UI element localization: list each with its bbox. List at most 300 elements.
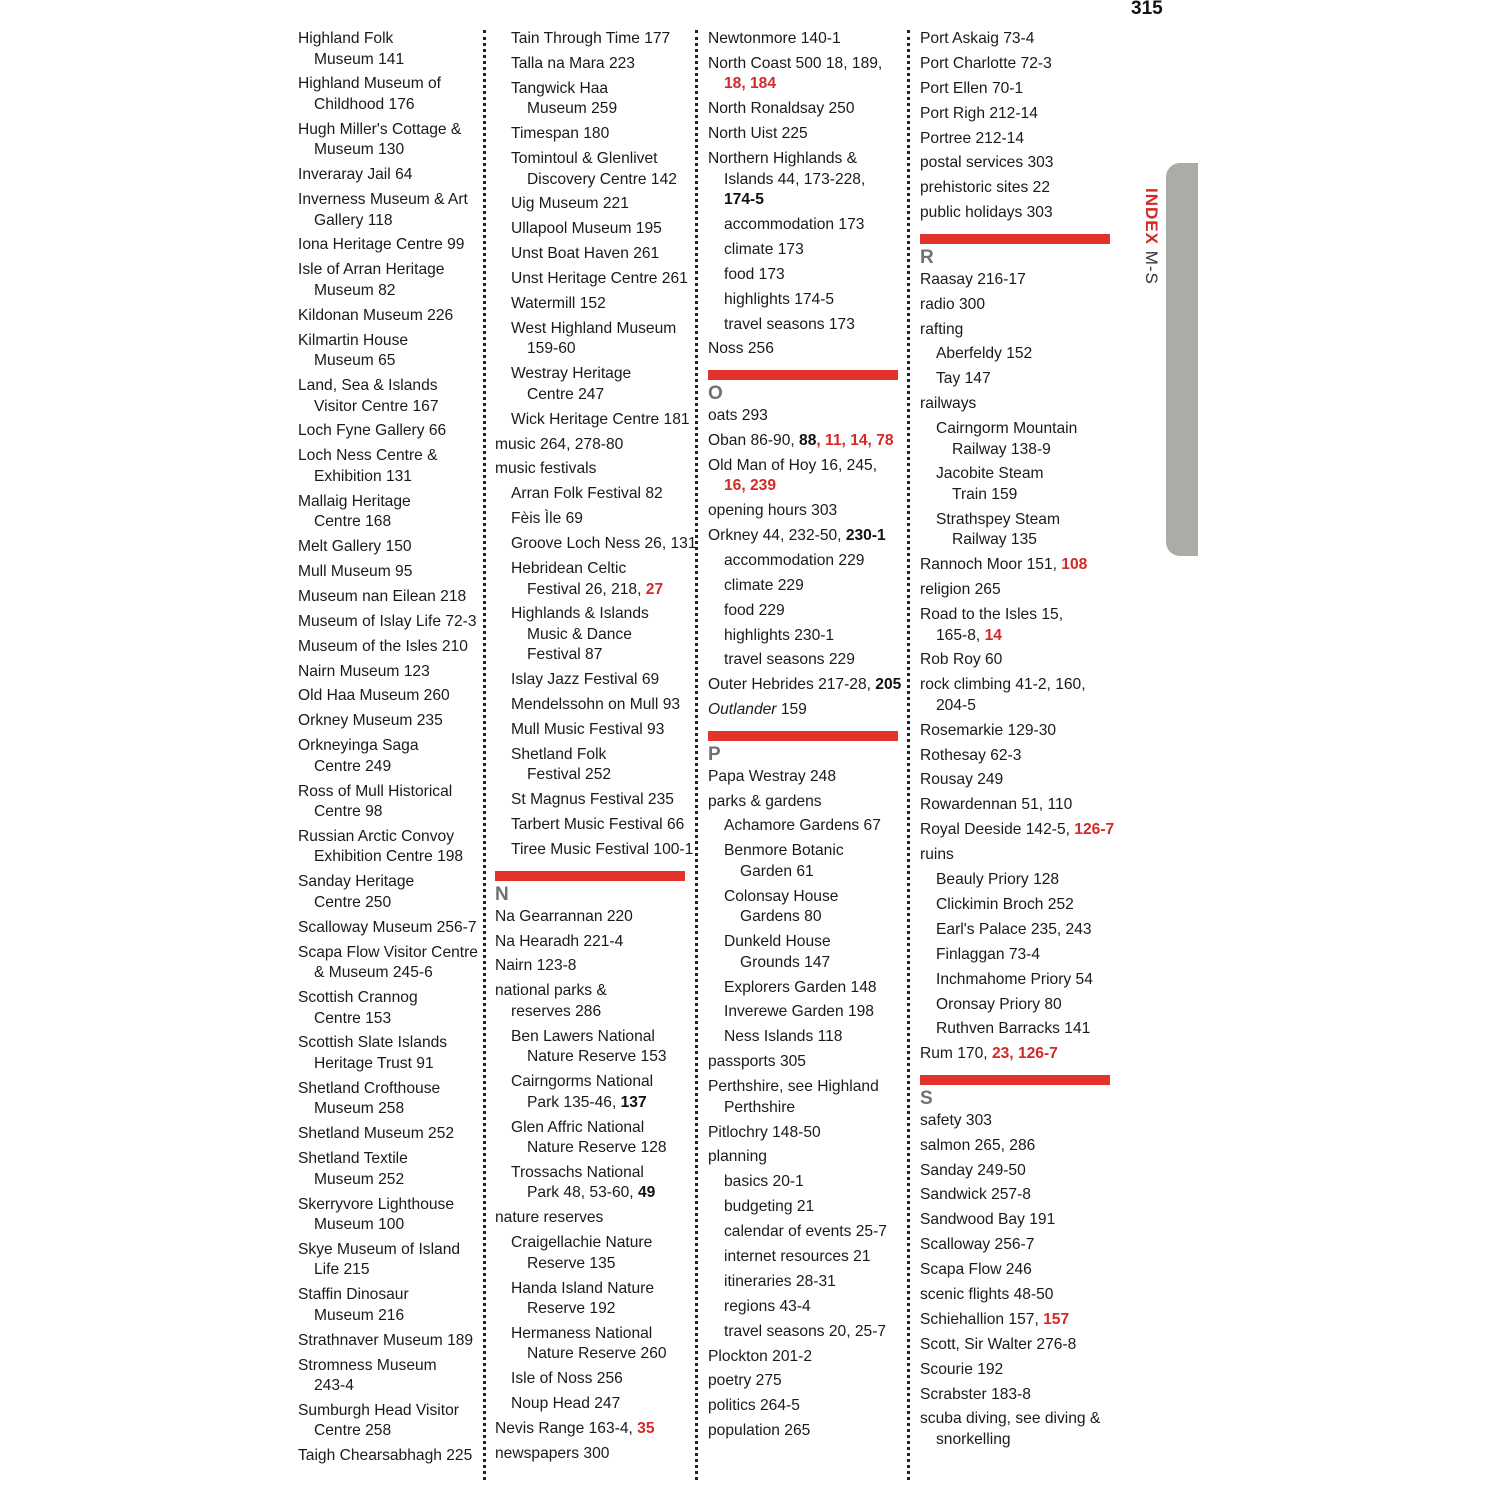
index-entry: [920, 320, 1112, 341]
index-entry: [495, 1419, 687, 1440]
index-tab-range: M-S: [1142, 250, 1161, 285]
entry-text: North Uist 225: [708, 125, 808, 143]
entry-text: music festivals: [495, 460, 597, 478]
entry-text: Royal Deeside 142-5,: [920, 821, 1075, 839]
index-subentry: [708, 1027, 900, 1048]
entry-text: Centre 153: [314, 1009, 392, 1027]
entry-text: internet resources 21: [724, 1247, 871, 1265]
index-entry: [298, 165, 490, 186]
index-entry: [708, 1077, 900, 1118]
index-subentry: [495, 410, 690, 431]
index-subentry: [495, 1394, 687, 1415]
index-entry: [495, 459, 687, 480]
index-subentry: [495, 670, 687, 691]
index-column-4: [920, 29, 1115, 1455]
entry-text: Loch Ness Centre &: [298, 447, 438, 465]
entry-text: Oronsay Priory 80: [936, 995, 1062, 1013]
entry-text: Unst Heritage Centre 261: [511, 270, 688, 288]
section-divider-bar: [495, 871, 685, 881]
index-subentry: [495, 1369, 687, 1390]
entry-text: Islay Jazz Festival 69: [511, 671, 660, 689]
index-entry: [298, 306, 490, 327]
index-subentry: [708, 1172, 900, 1193]
entry-text: Achamore Gardens 67: [724, 817, 881, 835]
entry-text: Centre 249: [314, 757, 392, 775]
entry-text: Papa Westray 248: [708, 767, 837, 785]
entry-text: Melt Gallery 150: [298, 538, 412, 556]
entry-text: accommodation 173: [724, 215, 865, 233]
entry-text: 159: [780, 701, 807, 719]
index-entry: [920, 770, 1112, 791]
entry-text: Discovery Centre 142: [527, 170, 677, 188]
entry-text: Scalloway 256-7: [920, 1236, 1035, 1254]
entry-text: Inverness Museum & Art: [298, 191, 468, 209]
entry-text: Glen Affric National: [511, 1118, 645, 1136]
index-entry: [708, 1396, 900, 1417]
entry-text: Gallery 118: [314, 211, 393, 229]
entry-text: Tomintoul & Glenlivet: [511, 150, 658, 168]
entry-text: Museum of the Isles 210: [298, 637, 468, 655]
entry-text: music 264, 278-80: [495, 435, 624, 453]
entry-text: Museum 258: [314, 1100, 405, 1118]
entry-text: Scottish Slate Islands: [298, 1034, 448, 1052]
index-entry: [298, 376, 490, 417]
index-entry: [298, 612, 490, 633]
entry-text: Sanday 249-50: [920, 1161, 1026, 1179]
entry-text: Benmore Botanic: [724, 842, 844, 860]
entry-text: Trossachs National: [511, 1163, 644, 1181]
index-entry: [920, 178, 1112, 199]
entry-text: Gardens 80: [740, 908, 822, 926]
entry-text: food 173: [724, 265, 785, 283]
index-entry: [708, 149, 900, 211]
entry-text: rock climbing 41-2, 160,: [920, 676, 1086, 694]
entry-map-page: 88: [799, 431, 817, 449]
index-subentry: [708, 1322, 900, 1343]
entry-text: Port Righ 212-14: [920, 104, 1038, 122]
entry-text: regions 43-4: [724, 1297, 811, 1315]
index-entry: [920, 721, 1112, 742]
index-subentry: [495, 1233, 687, 1274]
index-subentry: [920, 510, 1112, 551]
entry-text: Centre 168: [314, 513, 392, 531]
index-subentry: [495, 695, 687, 716]
index-entry: [298, 1356, 490, 1397]
entry-text: Strathspey Steam: [936, 510, 1060, 528]
entry-text: postal services 303: [920, 154, 1054, 172]
entry-photo-page: 108: [1061, 556, 1088, 574]
entry-text: Scourie 192: [920, 1360, 1004, 1378]
section-divider-bar: [920, 1075, 1110, 1085]
index-entry: [920, 605, 1112, 646]
entry-photo-page: 126-7: [1074, 821, 1115, 839]
entry-text: North Ronaldsay 250: [708, 100, 855, 118]
entry-text: Unst Boat Haven 261: [511, 245, 660, 263]
entry-italic-title: Outlander: [708, 701, 781, 719]
index-entry: [920, 1161, 1112, 1182]
entry-text: Port Ellen 70-1: [920, 79, 1024, 97]
index-entry: [920, 1385, 1112, 1406]
index-entry: [920, 79, 1112, 100]
entry-text: Nairn Museum 123: [298, 662, 430, 680]
entry-text: Park 135-46,: [527, 1093, 621, 1111]
entry-text: Colonsay House: [724, 887, 839, 905]
index-entry: [298, 1331, 490, 1352]
entry-text: Rob Roy 60: [920, 651, 1003, 669]
entry-text: Railway 138-9: [952, 440, 1051, 458]
index-subentry: [708, 626, 900, 647]
entry-map-page: 137: [620, 1093, 647, 1111]
index-entry: [920, 1335, 1112, 1356]
entry-text: Stromness Museum: [298, 1356, 437, 1374]
index-entry: [920, 203, 1112, 224]
index-entry: [298, 1401, 490, 1442]
index-subentry: [708, 551, 900, 572]
entry-photo-page: 157: [1043, 1310, 1070, 1328]
index-subentry: [920, 945, 1112, 966]
entry-photo-page: 35: [637, 1420, 655, 1438]
entry-text: Centre 247: [527, 385, 605, 403]
entry-text: Westray Heritage: [511, 365, 632, 383]
index-entry: [298, 446, 490, 487]
index-entry: [298, 662, 490, 683]
index-entry: [708, 526, 900, 547]
index-entry: [920, 675, 1112, 716]
index-entry: [298, 1079, 490, 1120]
entry-text: rafting: [920, 320, 964, 338]
index-subentry: [495, 790, 687, 811]
entry-text: Iona Heritage Centre 99: [298, 236, 465, 254]
entry-text: Clickimin Broch 252: [936, 895, 1074, 913]
entry-text: Fèis Ìle 69: [511, 510, 583, 528]
entry-photo-page: , 11, 14, 78: [816, 431, 894, 449]
entry-text: Staffin Dinosaur: [298, 1286, 409, 1304]
entry-text: Reserve 192: [527, 1300, 616, 1318]
index-tab-title: INDEX: [1142, 188, 1161, 245]
entry-photo-page: 16, 239: [724, 477, 777, 495]
index-subentry: [920, 870, 1112, 891]
index-entry: [920, 394, 1112, 415]
entry-text: Dunkeld House: [724, 933, 831, 951]
index-entry: [298, 235, 490, 256]
index-subentry: [495, 364, 687, 405]
index-entry: [298, 1285, 490, 1326]
index-entry: [920, 104, 1112, 125]
entry-text: food 229: [724, 601, 785, 619]
entry-text: Orkney Museum 235: [298, 712, 443, 730]
entry-text: Cairngorms National: [511, 1073, 654, 1091]
index-entry: [920, 1111, 1112, 1132]
index-entry: [708, 339, 900, 360]
index-subentry: [495, 509, 687, 530]
entry-text: Museum 100: [314, 1216, 405, 1233]
index-entry: [298, 587, 490, 608]
index-subentry: [495, 54, 687, 75]
entry-text: Life 215: [314, 1261, 370, 1279]
index-entry: [920, 54, 1112, 75]
index-entry: [920, 746, 1112, 767]
entry-text: Scapa Flow Visitor Centre: [298, 943, 478, 961]
entry-text: scuba diving, see diving &: [920, 1410, 1101, 1428]
index-entry: [708, 1052, 900, 1073]
index-entry: [708, 1123, 900, 1144]
entry-text: Mallaig Heritage: [298, 492, 411, 510]
entry-text: & Museum 245-6: [314, 964, 433, 982]
entry-text: Orkney 44, 232-50,: [708, 526, 846, 544]
index-subentry: [495, 720, 687, 741]
index-subentry: [708, 1272, 900, 1293]
entry-text: Portree 212-14: [920, 129, 1025, 147]
index-entry: [920, 1360, 1112, 1381]
index-entry: [920, 1210, 1112, 1231]
entry-text: Park 48, 53-60,: [527, 1184, 638, 1202]
entry-text: parks & gardens: [708, 792, 822, 810]
index-entry: [708, 431, 900, 452]
entry-text: Noss 256: [708, 340, 774, 358]
index-subentry: [708, 1247, 900, 1268]
index-subentry: [708, 650, 900, 671]
index-subentry: [495, 79, 687, 120]
entry-text: Centre 98: [314, 803, 383, 821]
index-entry: [920, 129, 1112, 150]
index-entry: [708, 792, 900, 813]
index-subentry: [495, 1163, 687, 1204]
entry-text: Museum 65: [314, 352, 396, 370]
entry-text: salmon 265, 286: [920, 1136, 1036, 1154]
index-subentry: [495, 1118, 687, 1159]
entry-text: Highland Museum of: [298, 75, 442, 93]
entry-text: population 265: [708, 1422, 811, 1440]
index-subentry: [708, 816, 900, 837]
entry-text: Childhood 176: [314, 95, 415, 113]
index-subentry: [495, 319, 687, 360]
entry-text: Plockton 201-2: [708, 1347, 813, 1365]
entry-text: Perthshire: [724, 1098, 796, 1116]
entry-map-page: 205: [875, 676, 902, 694]
entry-text: Aberfeldy 152: [936, 345, 1033, 363]
entry-text: Centre 250: [314, 893, 392, 911]
index-entry: [920, 1044, 1112, 1065]
entry-text: planning: [708, 1148, 767, 1166]
index-subentry: [708, 1297, 900, 1318]
index-entry: [920, 1260, 1112, 1281]
section-letter: S: [920, 1087, 933, 1109]
entry-text: Train 159: [952, 485, 1018, 503]
index-entry: [298, 331, 490, 372]
entry-text: Arran Folk Festival 82: [511, 485, 663, 503]
entry-text: Rannoch Moor 151,: [920, 556, 1062, 574]
entry-text: Outer Hebrides 217-28,: [708, 676, 876, 694]
entry-text: Reserve 135: [527, 1254, 616, 1272]
entry-text: Explorers Garden 148: [724, 978, 877, 996]
entry-text: Highland Folk: [298, 30, 394, 47]
entry-text: Tain Through Time 177: [511, 30, 671, 47]
entry-text: climate 173: [724, 240, 804, 258]
index-entry: [708, 1421, 900, 1442]
index-subentry: [495, 534, 697, 555]
index-entry: [298, 827, 490, 868]
index-entry: [495, 435, 687, 456]
entry-text: Hebridean Celtic: [511, 560, 627, 578]
index-tab-label: [1131, 188, 1161, 300]
index-subentry: [708, 290, 900, 311]
entry-text: Strathnaver Museum 189: [298, 1331, 474, 1349]
entry-text: Shetland Museum 252: [298, 1125, 455, 1143]
entry-text: Shetland Crofthouse: [298, 1079, 441, 1097]
entry-text: Sandwick 257-8: [920, 1186, 1031, 1204]
entry-photo-page: 14: [984, 626, 1002, 644]
page-number: 315: [1131, 0, 1163, 19]
index-entry: [495, 907, 687, 928]
index-subentry: [920, 464, 1112, 505]
entry-text: Loch Fyne Gallery 66: [298, 422, 447, 440]
index-entry: [920, 29, 1112, 50]
entry-text: Heritage Trust 91: [314, 1054, 434, 1072]
column-separator: [695, 30, 698, 1480]
index-entry: [298, 74, 490, 115]
entry-text: oats 293: [708, 406, 768, 424]
index-entry: [708, 700, 900, 721]
entry-text: highlights 230-1: [724, 626, 835, 644]
entry-text: Ruthven Barracks 141: [936, 1020, 1091, 1038]
entry-photo-page: 27: [645, 580, 664, 598]
entry-text: Nature Reserve 128: [527, 1139, 667, 1156]
entry-text: reserves 286: [511, 1002, 602, 1020]
entry-text: passports 305: [708, 1053, 806, 1071]
section-letter: P: [708, 743, 721, 765]
entry-text: Kilmartin House: [298, 331, 409, 349]
entry-text: West Highland Museum: [511, 319, 677, 337]
index-entry: [298, 1240, 490, 1281]
index-entry: [708, 29, 900, 50]
index-entry: [298, 29, 490, 70]
entry-text: Festival 26, 218,: [527, 580, 646, 598]
entry-text: Scalloway Museum 256-7: [298, 918, 477, 936]
index-subentry: [495, 1279, 687, 1320]
entry-text: Rowardennan 51, 110: [920, 796, 1073, 814]
entry-text: 204-5: [936, 696, 976, 714]
entry-text: travel seasons 173: [724, 315, 855, 333]
entry-text: Nature Reserve 153: [527, 1048, 667, 1066]
entry-text: Skye Museum of Island: [298, 1240, 461, 1258]
entry-text: Schiehallion 157,: [920, 1310, 1044, 1328]
entry-text: Pitlochry 148-50: [708, 1123, 821, 1141]
entry-text: Music & Dance: [527, 625, 632, 643]
entry-text: Road to the Isles 15,: [920, 606, 1064, 624]
entry-text: Sumburgh Head Visitor: [298, 1401, 459, 1419]
index-subentry: [920, 1019, 1112, 1040]
index-subentry: [920, 895, 1112, 916]
index-column-3: [708, 29, 900, 1446]
index-entry: [708, 675, 900, 696]
entry-text: Handa Island Nature: [511, 1279, 655, 1297]
index-entry: [298, 736, 490, 777]
index-subentry: [920, 344, 1112, 365]
entry-text: Land, Sea & Islands: [298, 377, 438, 395]
entry-text: Exhibition 131: [314, 467, 412, 485]
entry-text: Museum nan Eilean 218: [298, 587, 467, 605]
index-entry: [298, 988, 490, 1029]
index-entry: [708, 501, 900, 522]
index-entry: [708, 1347, 900, 1368]
index-subentry: [920, 920, 1112, 941]
entry-text: Centre 258: [314, 1422, 392, 1440]
index-subentry: [920, 419, 1112, 460]
entry-text: Museum 141: [314, 50, 405, 68]
entry-text: travel seasons 229: [724, 651, 855, 669]
entry-text: Sandwood Bay 191: [920, 1211, 1056, 1229]
entry-text: 159-60: [527, 340, 576, 358]
index-entry: [920, 270, 1112, 291]
entry-text: Old Man of Hoy 16, 245,: [708, 456, 878, 474]
entry-text: Nevis Range 163-4,: [495, 1420, 638, 1438]
index-entry: [298, 1149, 490, 1190]
entry-text: accommodation 229: [724, 551, 865, 569]
index-entry: [298, 562, 490, 583]
entry-text: Uig Museum 221: [511, 195, 629, 213]
entry-text: Northern Highlands &: [708, 150, 858, 168]
entry-text: Exhibition Centre 198: [314, 848, 464, 866]
entry-text: Tangwick Haa: [511, 79, 609, 97]
entry-text: climate 229: [724, 576, 804, 594]
index-subentry: [495, 484, 687, 505]
index-subentry: [495, 840, 694, 861]
index-entry: [298, 918, 490, 939]
entry-text: Raasay 216-17: [920, 270, 1026, 288]
index-entry: [298, 711, 490, 732]
index-entry: [495, 981, 687, 1022]
entry-text: Sanday Heritage: [298, 873, 415, 891]
entry-text: Groove Loch Ness 26, 131: [511, 535, 697, 553]
entry-text: Mendelssohn on Mull 93: [511, 696, 681, 714]
index-subentry: [495, 1027, 687, 1068]
index-entry: [298, 1446, 490, 1467]
entry-text: Ross of Mull Historical: [298, 782, 453, 800]
entry-text: North Coast 500 18, 189,: [708, 54, 883, 72]
entry-text: budgeting 21: [724, 1198, 815, 1216]
section-divider-bar: [708, 370, 898, 380]
index-entry: [920, 795, 1112, 816]
index-entry: [298, 637, 490, 658]
entry-text: Nairn 123-8: [495, 957, 577, 975]
entry-text: Shetland Textile: [298, 1150, 408, 1168]
index-entry: [298, 260, 490, 301]
entry-text: scenic flights 48-50: [920, 1286, 1054, 1304]
entry-text: Orkneyinga Saga: [298, 737, 419, 755]
index-subentry: [495, 29, 687, 50]
index-entry: [920, 295, 1112, 316]
entry-text: Tiree Music Festival 100-1: [511, 841, 694, 859]
index-entry: [920, 1185, 1112, 1206]
index-entry: [298, 492, 490, 533]
entry-text: travel seasons 20, 25-7: [724, 1322, 887, 1340]
entry-text: Tay 147: [936, 370, 991, 388]
entry-text: Islands 44, 173-228,: [724, 170, 866, 188]
entry-text: Shetland Folk: [511, 745, 607, 763]
entry-text: Museum 82: [314, 281, 396, 299]
entry-text: Scapa Flow 246: [920, 1261, 1032, 1279]
entry-text: Noup Head 247: [511, 1395, 621, 1413]
entry-text: Tarbert Music Festival 66: [511, 816, 685, 834]
index-subentry: [708, 841, 900, 882]
entry-map-page: 174-5: [724, 191, 764, 209]
entry-text: Oban 86-90,: [708, 431, 800, 449]
index-entry: [298, 1033, 490, 1074]
entry-text: ruins: [920, 846, 954, 864]
entry-text: Museum 130: [314, 141, 405, 159]
index-entry: [495, 1208, 687, 1229]
entry-text: 165-8,: [936, 626, 985, 644]
